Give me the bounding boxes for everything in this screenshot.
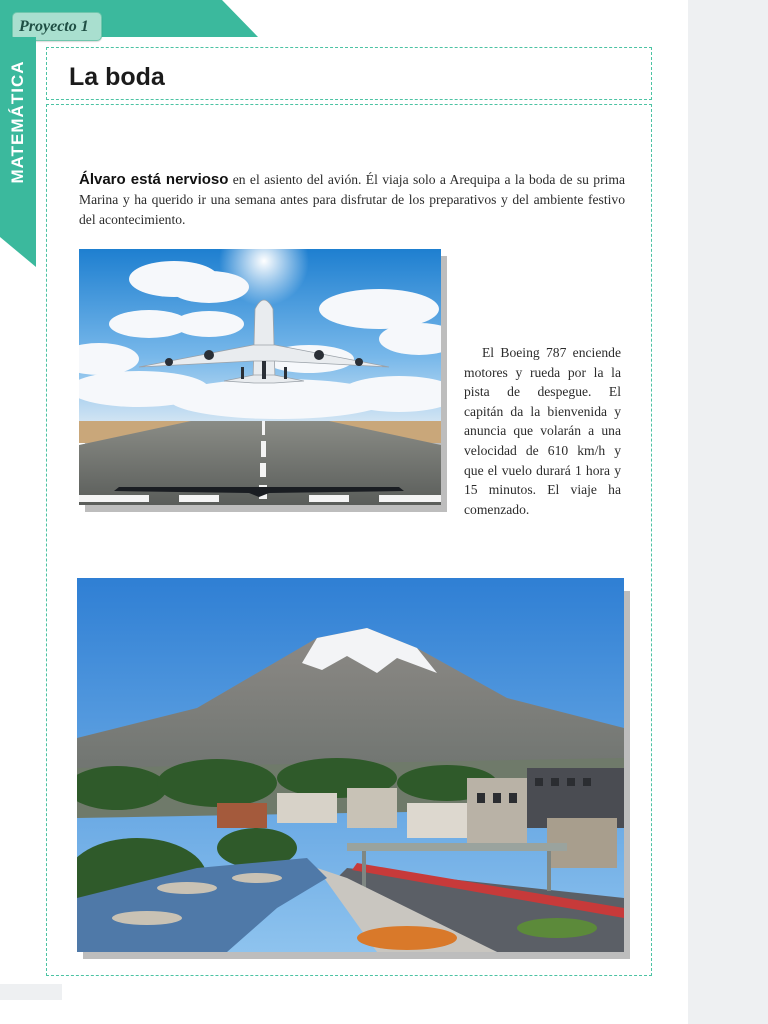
page-title: La boda <box>69 63 165 91</box>
volcano-city-icon <box>77 578 624 952</box>
airplane-photo <box>79 249 441 505</box>
intro-paragraph <box>79 170 625 230</box>
subject-label: MATEMÁTICA <box>8 60 27 184</box>
city-photo <box>77 578 624 952</box>
intro-text: en el asiento del avión. Él viaja solo a Arequipa a la boda de su prima Marina y ha querido ir una semana antes para disfrutar de los preparativos y del ambiente festivo del acontecimiento. <box>79 172 626 227</box>
airplane-takeoff-icon <box>79 249 441 505</box>
project-badge: Proyecto 1 <box>12 12 102 41</box>
flight-paragraph: El Boeing 787 enciende motores y rueda por la la pista de despegue. El capitán da la bienvenida y anuncia que volarán a una velocidad de 610 km/h y que el vuelo durará 1 hora y 15 minutos. El viaje ha comenzado. <box>464 345 621 517</box>
footer-tab <box>0 984 62 1000</box>
intro-lead: Álvaro está nervioso <box>79 171 229 188</box>
